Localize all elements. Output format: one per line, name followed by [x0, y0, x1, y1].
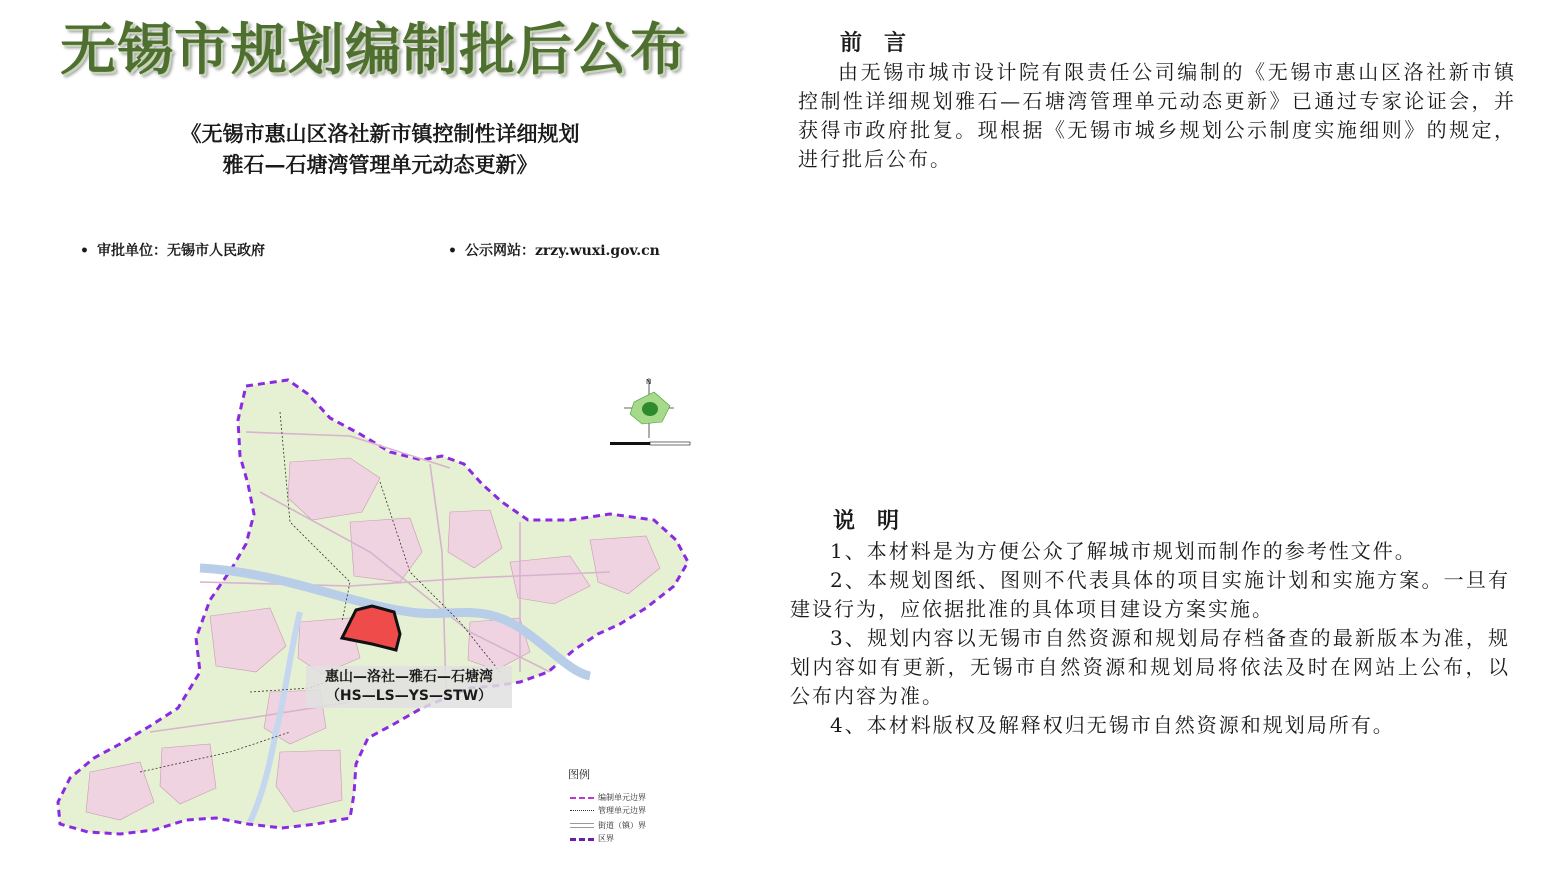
approval-unit-info — [80, 240, 265, 260]
legend-item — [566, 833, 696, 845]
approval-unit-text: 审批单位：无锡市人民政府 — [96, 243, 265, 259]
plan-subtitle — [130, 118, 630, 180]
bullet-icon: • — [448, 243, 457, 259]
bullet-icon: • — [80, 243, 89, 259]
website-text: 公示网站：zrzy.wuxi.gov.cn — [464, 243, 660, 259]
legend-line-icon — [570, 823, 594, 828]
north-label: N — [646, 378, 652, 386]
unit-label-line2: （HS—LS—YS—STW） — [325, 688, 493, 704]
page-title: 无锡市规划编制批后公布 — [60, 17, 687, 83]
legend-item — [566, 792, 696, 804]
scale-bar — [610, 442, 690, 445]
plan-subtitle-line2: 雅石—石塘湾管理单元动态更新》 — [222, 152, 538, 177]
legend-item-label: 区界 — [598, 834, 614, 843]
legend-item-label: 管理单元边界 — [598, 806, 646, 815]
note-item-2: 2、本规划图纸、图则不代表具体的项目实施计划和实施方案。一旦有建设行为，应依据批准的具体项目建设方案实施。 — [790, 568, 1510, 621]
legend-item-label: 街道（镇）界 — [598, 821, 646, 830]
notes-heading: 说明 — [833, 508, 922, 534]
legend-line-icon — [570, 838, 594, 841]
note-item-3: 3、规划内容以无锡市自然资源和规划局存档备查的最新版本为准，规划内容如有更新，无锡市自然资源和规划局将依法及时在网站上公布，以公布内容为准。 — [790, 626, 1510, 708]
north-arrow-icon — [624, 378, 674, 438]
preface-heading: 前言 — [840, 30, 929, 56]
note-item-4: 4、本材料版权及解释权归无锡市自然资源和规划局所有。 — [830, 713, 1395, 737]
unit-label-line1: 惠山—洛社—雅石—石塘湾 — [325, 669, 493, 685]
plan-subtitle-line1: 《无锡市惠山区洛社新市镇控制性详细规划 — [180, 121, 580, 146]
legend-item — [566, 820, 696, 832]
note-item-1: 1、本材料是为方便公众了解城市规划而制作的参考性文件。 — [830, 539, 1417, 563]
legend-line-icon — [570, 810, 594, 811]
preface-text: 由无锡市城市设计院有限责任公司编制的《无锡市惠山区洛社新市镇控制性详细规划雅石—石塘湾管理单元动态更新》已通过专家论证会，并获得市政府批复。现根据《无锡市城乡规划公示制度实施细则》的规定，进行批后公布。 — [798, 60, 1516, 171]
legend-title: 图例 — [568, 768, 590, 781]
unit-label — [306, 666, 512, 708]
website-info — [448, 240, 660, 260]
map-legend — [566, 766, 696, 846]
legend-item — [566, 805, 696, 817]
legend-item-label: 编制单元边界 — [598, 793, 646, 802]
legend-line-icon — [570, 797, 594, 799]
